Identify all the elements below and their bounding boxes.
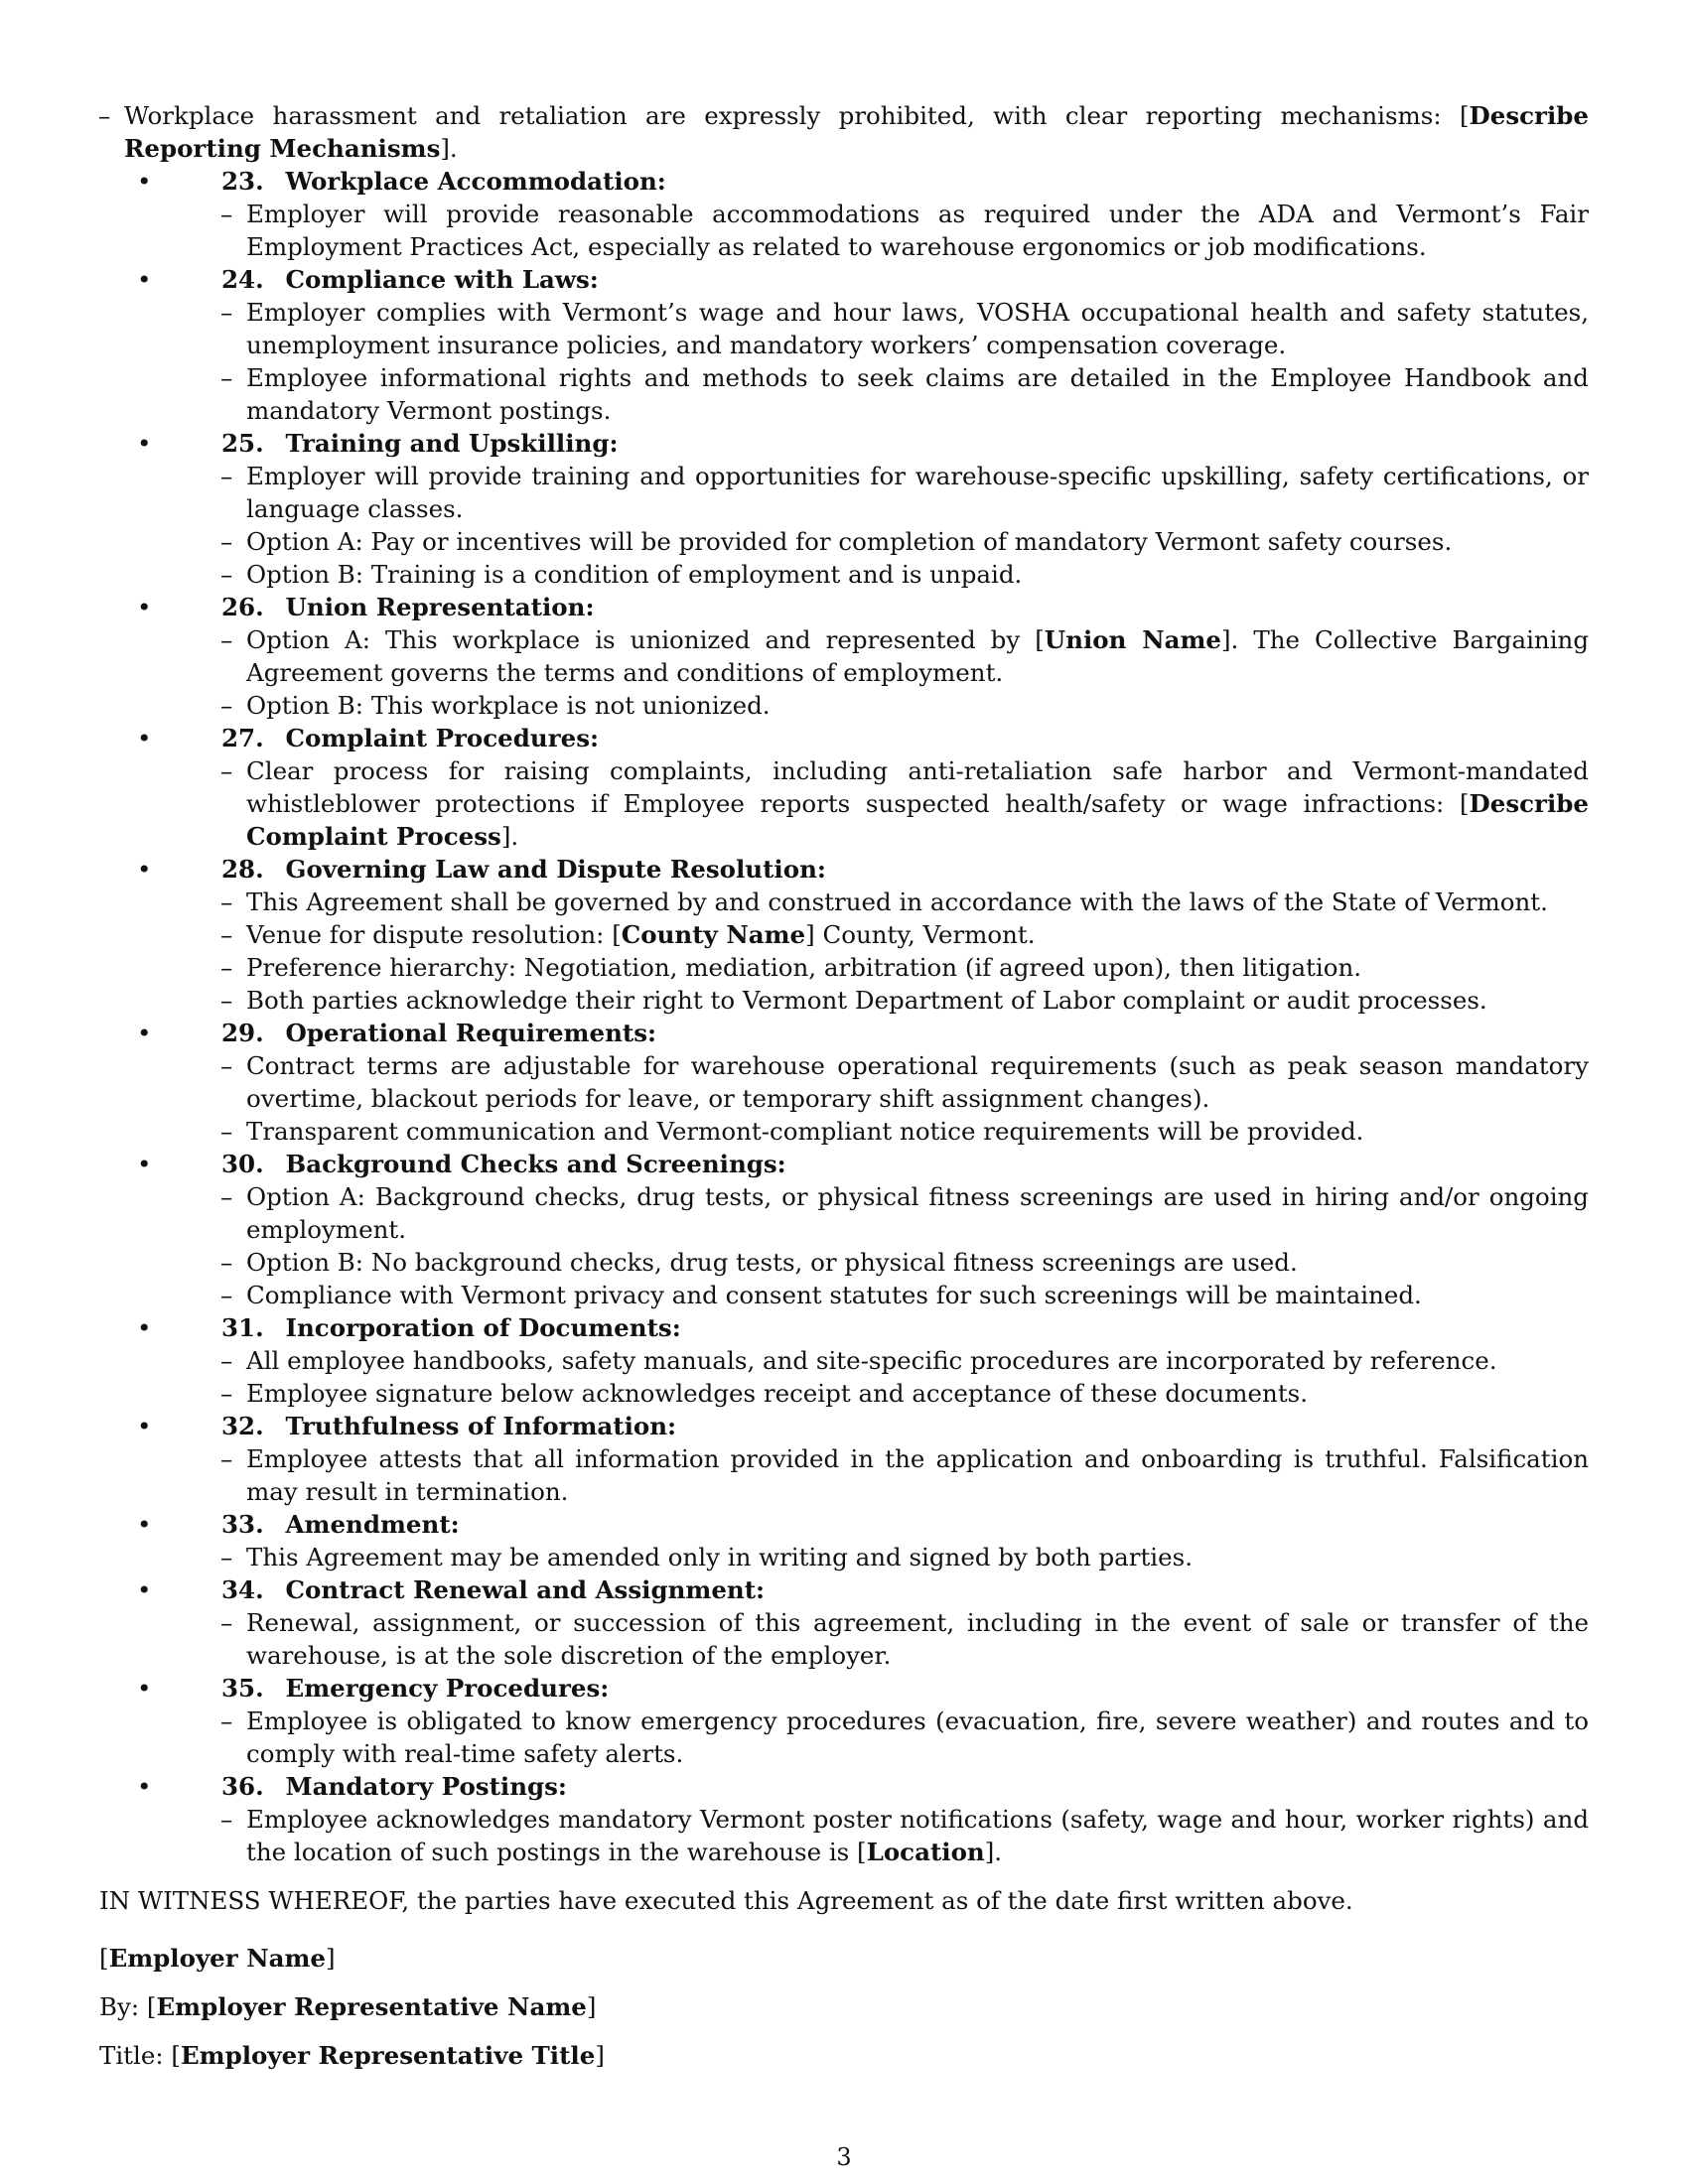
- section-heading: [221, 1017, 1589, 1049]
- section-item: [99, 1410, 1589, 1508]
- sub-list: [192, 1180, 1589, 1311]
- section-title: Governing Law and Dispute Resolution:: [285, 855, 826, 884]
- section-item: [99, 263, 1589, 427]
- section-heading: [221, 1410, 1589, 1442]
- employer-name-line: [Employer Name]: [99, 1943, 336, 1973]
- section-number: 28.: [221, 855, 264, 884]
- sub-list: [192, 623, 1589, 722]
- sub-item: – Employee signature below acknowledges receipt and acceptance of these documents.: [192, 1377, 1589, 1410]
- section-item: [99, 1770, 1589, 1868]
- sub-list: [192, 1049, 1589, 1148]
- document-page: [99, 99, 1589, 2072]
- section-heading: [221, 1508, 1589, 1541]
- section-title: Amendment:: [285, 1510, 460, 1539]
- section-item: [99, 1508, 1589, 1573]
- sub-item: – All employee handbooks, safety manuals, and site-specific procedures are incorporated by reference.: [192, 1344, 1589, 1377]
- section-number: 35.: [221, 1674, 264, 1703]
- sub-item: – Employee acknowledges mandatory Vermont poster notifications (safety, wage and hour, worker rights) and the location of such postings in the warehouse is [Location].: [192, 1803, 1589, 1868]
- section-item: [99, 1148, 1589, 1311]
- sub-list: [192, 886, 1589, 1017]
- section-heading: [221, 722, 1589, 754]
- sub-list: [192, 1541, 1589, 1573]
- sub-item: – Option A: Background checks, drug tests, or physical fitness screenings are used in hiring and/or ongoing employment.: [192, 1180, 1589, 1246]
- sub-item: – Compliance with Vermont privacy and consent statutes for such screenings will be maintained.: [192, 1279, 1589, 1311]
- section-heading: [221, 1311, 1589, 1344]
- section-item: [99, 1311, 1589, 1410]
- sections-list: [99, 165, 1589, 1868]
- section-number: 27.: [221, 724, 264, 752]
- sub-list: [192, 1442, 1589, 1508]
- section-heading: [221, 1148, 1589, 1180]
- section-item: [99, 1017, 1589, 1148]
- sub-list: [192, 460, 1589, 591]
- signature-block: [99, 1942, 1589, 2072]
- section-item: [99, 591, 1589, 722]
- sub-item: – Employee is obligated to know emergency procedures (evacuation, fire, severe weather) and routes and to comply with real-time safety alerts.: [192, 1705, 1589, 1770]
- section-title: Operational Requirements:: [285, 1019, 657, 1047]
- section-title: Complaint Procedures:: [285, 724, 600, 752]
- section-number: 31.: [221, 1313, 264, 1342]
- section-title: Workplace Accommodation:: [285, 167, 666, 196]
- section-title: Mandatory Postings:: [285, 1772, 567, 1801]
- section-title: Emergency Procedures:: [285, 1674, 610, 1703]
- sub-item: – Employee informational rights and methods to seek claims are detailed in the Employee Handbook and mandatory Vermont postings.: [192, 361, 1589, 427]
- section-title: Training and Upskilling:: [285, 429, 619, 458]
- section-heading: [221, 263, 1589, 296]
- sub-item: – Employer will provide reasonable accommodations as required under the ADA and Vermont’s Fair Employment Practices Act, especially as related to warehouse ergonomics or job modifications.: [192, 198, 1589, 263]
- sub-item: – Option B: Training is a condition of employment and is unpaid.: [192, 558, 1589, 591]
- sub-list: [192, 1344, 1589, 1410]
- sub-list: [192, 198, 1589, 263]
- sub-list: [192, 1606, 1589, 1672]
- sub-item: – Employer will provide training and opportunities for warehouse-specific upskilling, safety certifications, or language classes.: [192, 460, 1589, 525]
- section-number: 36.: [221, 1772, 264, 1801]
- section-number: 26.: [221, 593, 264, 621]
- section-item: [99, 165, 1589, 263]
- section-item: [99, 853, 1589, 1017]
- section-item: [99, 1573, 1589, 1672]
- sub-item: – Renewal, assignment, or succession of this agreement, including in the event of sale or transfer of the warehouse, is at the sole discretion of the employer.: [192, 1606, 1589, 1672]
- title-line: Title: [Employer Representative Title]: [99, 2040, 605, 2070]
- section-item: [99, 1672, 1589, 1770]
- sub-item: – This Agreement shall be governed by and construed in accordance with the laws of the State of Vermont.: [192, 886, 1589, 918]
- section-title: Contract Renewal and Assignment:: [285, 1575, 766, 1604]
- sub-item: – Contract terms are adjustable for warehouse operational requirements (such as peak season mandatory overtime, blackout periods for leave, or temporary shift assignment changes).: [192, 1049, 1589, 1115]
- section-heading: [221, 1573, 1589, 1606]
- section-title: Union Representation:: [285, 593, 595, 621]
- section-heading: [221, 853, 1589, 886]
- section-number: 23.: [221, 167, 264, 196]
- sub-list: [192, 754, 1589, 853]
- section-number: 29.: [221, 1019, 264, 1047]
- section-title: Truthfulness of Information:: [285, 1412, 677, 1440]
- section-heading: [221, 1672, 1589, 1705]
- section-number: 25.: [221, 429, 264, 458]
- sub-item: – Option B: No background checks, drug tests, or physical fitness screenings are used.: [192, 1246, 1589, 1279]
- sub-item: – Employee attests that all information provided in the application and onboarding is truthful. Falsification may result in termination.: [192, 1442, 1589, 1508]
- section-title: Incorporation of Documents:: [285, 1313, 681, 1342]
- sub-item: – Preference hierarchy: Negotiation, mediation, arbitration (if agreed upon), then litigation.: [192, 951, 1589, 984]
- sub-item: – Transparent communication and Vermont-compliant notice requirements will be provided.: [192, 1115, 1589, 1148]
- section-heading: [221, 165, 1589, 198]
- section-number: 32.: [221, 1412, 264, 1440]
- section-title: Compliance with Laws:: [285, 265, 599, 294]
- section-item: [99, 427, 1589, 591]
- sub-list: [192, 1803, 1589, 1868]
- sub-item: – Venue for dispute resolution: [County Name] County, Vermont.: [192, 918, 1589, 951]
- sub-item: – This Agreement may be amended only in writing and signed by both parties.: [192, 1541, 1589, 1573]
- sub-item: – Option A: Pay or incentives will be provided for completion of mandatory Vermont safety courses.: [192, 525, 1589, 558]
- section-number: 34.: [221, 1575, 264, 1604]
- section-heading: [221, 591, 1589, 623]
- by-line: By: [Employer Representative Name]: [99, 1991, 597, 2021]
- section-number: 30.: [221, 1150, 264, 1178]
- carryover-sublist: [70, 99, 1589, 165]
- section-heading: [221, 427, 1589, 460]
- sub-item: – Option B: This workplace is not unionized.: [192, 689, 1589, 722]
- section-number: 24.: [221, 265, 264, 294]
- section-item: [99, 722, 1589, 853]
- sub-list: [192, 1705, 1589, 1770]
- sub-item: – Option A: This workplace is unionized and represented by [Union Name]. The Collective Bargaining Agreement governs the terms and conditions of employment.: [192, 623, 1589, 689]
- sub-list: [192, 296, 1589, 427]
- sub-item: – Workplace harassment and retaliation are expressly prohibited, with clear reporting mechanisms: [Describe Reporting Mechanisms].: [70, 99, 1589, 165]
- sub-item: – Employer complies with Vermont’s wage and hour laws, VOSHA occupational health and safety statutes, unemployment insurance policies, and mandatory workers’ compensation coverage.: [192, 296, 1589, 361]
- section-title: Background Checks and Screenings:: [285, 1150, 786, 1178]
- witness-clause: IN WITNESS WHEREOF, the parties have executed this Agreement as of the date first written above.: [99, 1886, 1353, 1915]
- sub-item: – Both parties acknowledge their right to Vermont Department of Labor complaint or audit processes.: [192, 984, 1589, 1017]
- section-heading: [221, 1770, 1589, 1803]
- sub-item: – Clear process for raising complaints, including anti-retaliation safe harbor and Vermont-mandated whistleblower protections if Employee reports suspected health/safety or wage infractions: [Describe Complaint Process].: [192, 754, 1589, 853]
- section-number: 33.: [221, 1510, 264, 1539]
- page-number: 3: [836, 2143, 852, 2171]
